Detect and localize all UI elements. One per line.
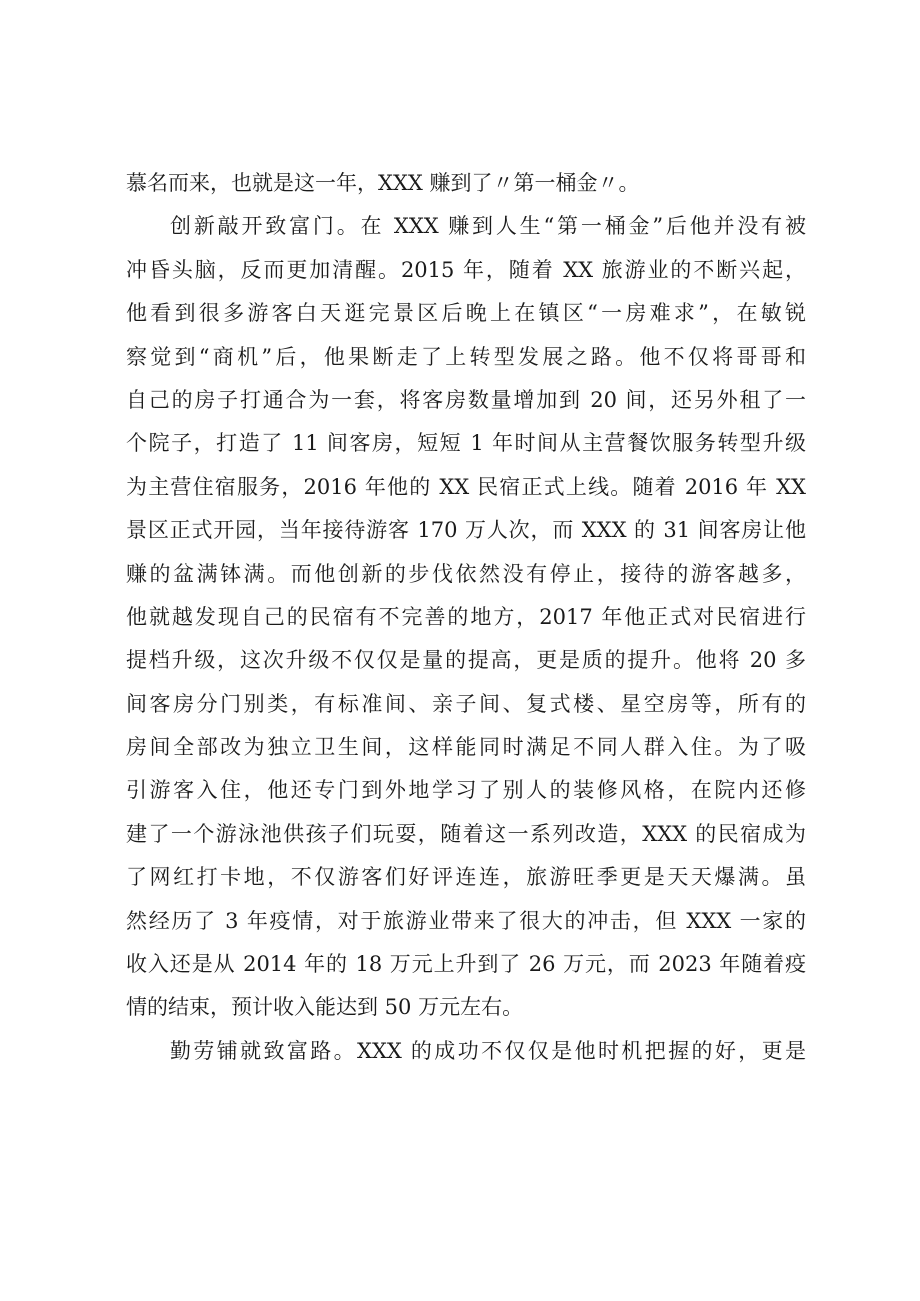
text-line: 提档升级，这次升级不仅仅是量的提高，更是质的提升。他将 20 多 <box>126 648 806 673</box>
text-line: 为主营住宿服务，2016 年他的 XX 民宿正式上线。随着 2016 年 XX <box>126 474 806 499</box>
text-line: 慕名而来，也就是这一年，XXX 赚到了〃第一桶金〃。 <box>126 171 640 195</box>
text-line: 创新敲开致富门。在 XXX 赚到人生“第一桶金”后他并没有被 <box>170 214 806 239</box>
text-line: 情的结束，预计收入能达到 50 万元左右。 <box>126 995 524 1020</box>
text-line: 察觉到“商机”后，他果断走了上转型发展之路。他不仅将哥哥和 <box>126 344 806 369</box>
paragraph-diligence <box>126 1030 806 1073</box>
text-line: 自己的房子打通合为一套，将客房数量增加到 20 间，还另外租了一 <box>126 387 806 412</box>
text-line: 冲昏头脑，反而更加清醒。2015 年，随着 XX 旅游业的不断兴起， <box>126 257 806 282</box>
text-line: 他看到很多游客白天逛完景区后晚上在镇区“一房难求”，在敏锐 <box>126 301 806 326</box>
text-line: 房间全部改为独立卫生间，这样能同时满足不同人群入住。为了吸 <box>126 735 806 760</box>
text-line: 景区正式开园，当年接待游客 170 万人次，而 XXX 的 31 间客房让他 <box>126 518 806 543</box>
text-line: 他就越发现自己的民宿有不完善的地方，2017 年他正式对民宿进行 <box>126 604 806 629</box>
text-line: 勤劳铺就致富路。XXX 的成功不仅仅是他时机把握的好，更是 <box>170 1038 806 1063</box>
text-line: 收入还是从 2014 年的 18 万元上升到了 26 万元，而 2023 年随着疫 <box>126 952 806 977</box>
text-line: 赚的盆满钵满。而他创新的步伐依然没有停止，接待的游客越多， <box>126 561 806 586</box>
paragraph-innovation <box>126 205 806 1029</box>
text-line: 间客房分门别类，有标准间、亲子间、复式楼、星空房等，所有的 <box>126 691 806 716</box>
text-line: 引游客入住，他还专门到外地学习了别人的装修风格，在院内还修 <box>126 778 806 803</box>
paragraph-continuation <box>126 162 806 205</box>
body-text <box>126 162 806 1073</box>
text-line: 然经历了 3 年疫情，对于旅游业带来了很大的冲击，但 XXX 一家的 <box>126 908 806 933</box>
text-line: 建了一个游泳池供孩子们玩耍，随着这一系列改造，XXX 的民宿成为 <box>126 821 806 846</box>
text-line: 了网红打卡地，不仅游客们好评连连，旅游旺季更是天天爆满。虽 <box>126 865 806 890</box>
text-line: 个院子，打造了 11 间客房，短短 1 年时间从主营餐饮服务转型升级 <box>126 431 806 456</box>
